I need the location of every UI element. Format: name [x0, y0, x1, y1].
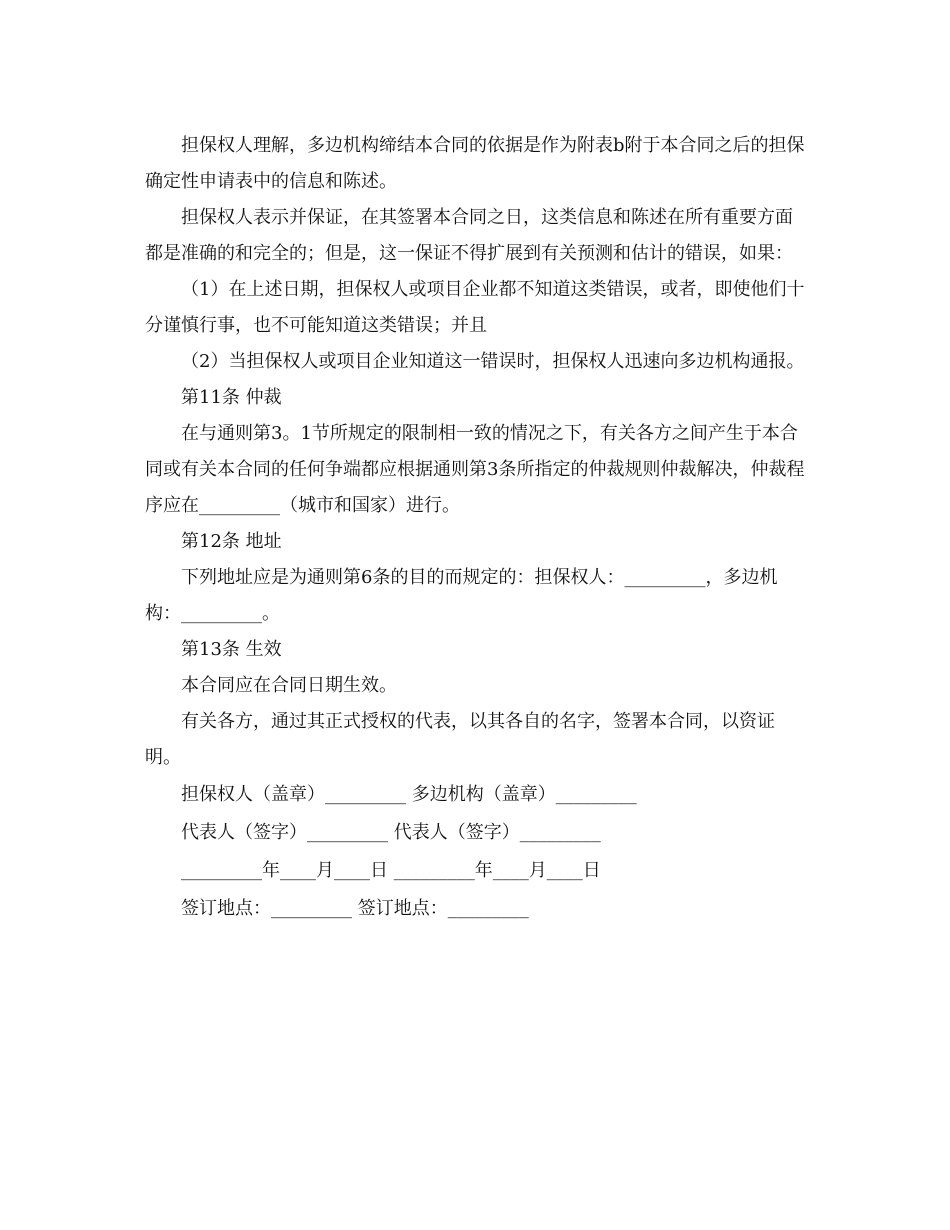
article-13-heading: 第13条 生效 [181, 639, 282, 660]
signature-seal-line: 担保权人（盖章）_________ 多边机构（盖章）_________ [181, 784, 637, 805]
paragraph-guarantee-basis: 担保权人理解，多边机构缔结本合同的依据是作为附表b附于本合同之后的担保确定性申请表中的信息和陈述。 [145, 135, 805, 192]
paragraph-condition-1: （1）在上述日期，担保权人或项目企业都不知道这类错误，或者，即使他们十分谨慎行事，也不可能知道这类错误；并且 [145, 279, 805, 336]
article-12-heading: 第12条 地址 [181, 531, 282, 552]
signature-place-line: 签订地点：_________ 签订地点：_________ [181, 898, 529, 919]
article-11-body: 在与通则第3。1节所规定的限制相一致的情况之下，有关各方之间产生于本合同或有关本合同的任何争端都应根据通则第3条所指定的仲裁规则仲裁解决，仲裁程序应在_________（城市和国家）进行。 [145, 423, 805, 516]
witness-clause: 有关各方，通过其正式授权的代表，以其各自的名字，签署本合同，以资证明。 [145, 711, 775, 768]
signature-date-line: _________年____月____日 _________年____月____日 [181, 860, 601, 881]
signature-block [145, 776, 805, 928]
article-11-heading: 第11条 仲裁 [181, 387, 282, 408]
paragraph-representation: 担保权人表示并保证，在其签署本合同之日，这类信息和陈述在所有重要方面都是准确的和完全的；但是，这一保证不得扩展到有关预测和估计的错误，如果： [145, 207, 793, 264]
document-body [145, 128, 805, 928]
paragraph-condition-2: （2）当担保权人或项目企业知道这一错误时，担保权人迅速向多边机构通报。 [181, 351, 805, 372]
article-12-body: 下列地址应是为通则第6条的目的而规定的：担保权人：_________，多边机构：_________。 [145, 567, 778, 624]
signature-representative-line: 代表人（签字）_________ 代表人（签字）_________ [181, 822, 601, 843]
article-13-body: 本合同应在合同日期生效。 [181, 675, 397, 696]
